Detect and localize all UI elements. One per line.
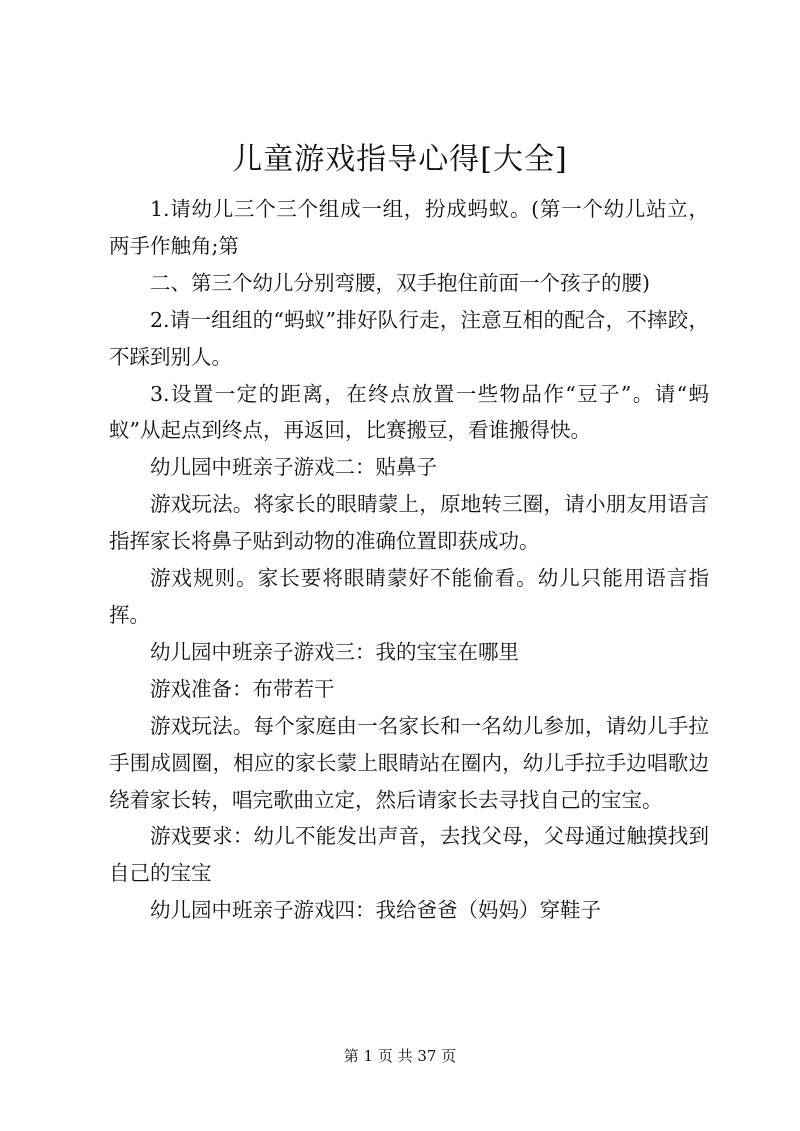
document-body [109,191,709,929]
paragraph: 二、第三个幼儿分别弯腰，双手抱住前面一个孩子的腰) [150,270,650,295]
paragraph: 游戏规则。家长要将眼睛蒙好不能偷看。幼儿只能用语言指挥。 [109,566,709,627]
paragraph: 2.请一组组的“蚂蚁”排好队行走，注意互相的配合，不摔跤，不踩到别人。 [109,307,709,369]
section-heading: 幼儿园中班亲子游戏三：我的宝宝在哪里 [150,639,519,664]
paragraph: 游戏玩法。将家长的眼睛蒙上，原地转三圈，请小朋友用语言指挥家长将鼻子贴到动物的准确位置即获成功。 [109,492,709,554]
section-heading: 幼儿园中班亲子游戏四：我给爸爸（妈妈）穿鞋子 [150,898,601,923]
paragraph: 游戏要求：幼儿不能发出声音，去找父母，父母通过触摸找到自己的宝宝 [109,824,709,886]
paragraph: 游戏准备：布带若干 [150,676,335,701]
paragraph: 1.请幼儿三个三个组成一组，扮成蚂蚁。(第一个幼儿站立，两手作触角;第 [109,197,709,258]
document-title: 儿童游戏指导心得[大全] [232,142,568,177]
paragraph: 3.设置一定的距离，在终点放置一些物品作“豆子”。请“蚂蚁”从起点到终点，再返回，比赛搬豆，看谁搬得快。 [109,381,709,443]
page-number-footer: 第 1 页 共 37 页 [343,1047,457,1065]
paragraph: 游戏玩法。每个家庭由一名家长和一名幼儿参加，请幼儿手拉手围成圆圈，相应的家长蒙上眼睛站在圈内，幼儿手拉手边唱歌边绕着家长转，唱完歌曲立定，然后请家长去寻找自己的宝宝。 [109,713,709,812]
section-heading: 幼儿园中班亲子游戏二：贴鼻子 [150,455,437,480]
